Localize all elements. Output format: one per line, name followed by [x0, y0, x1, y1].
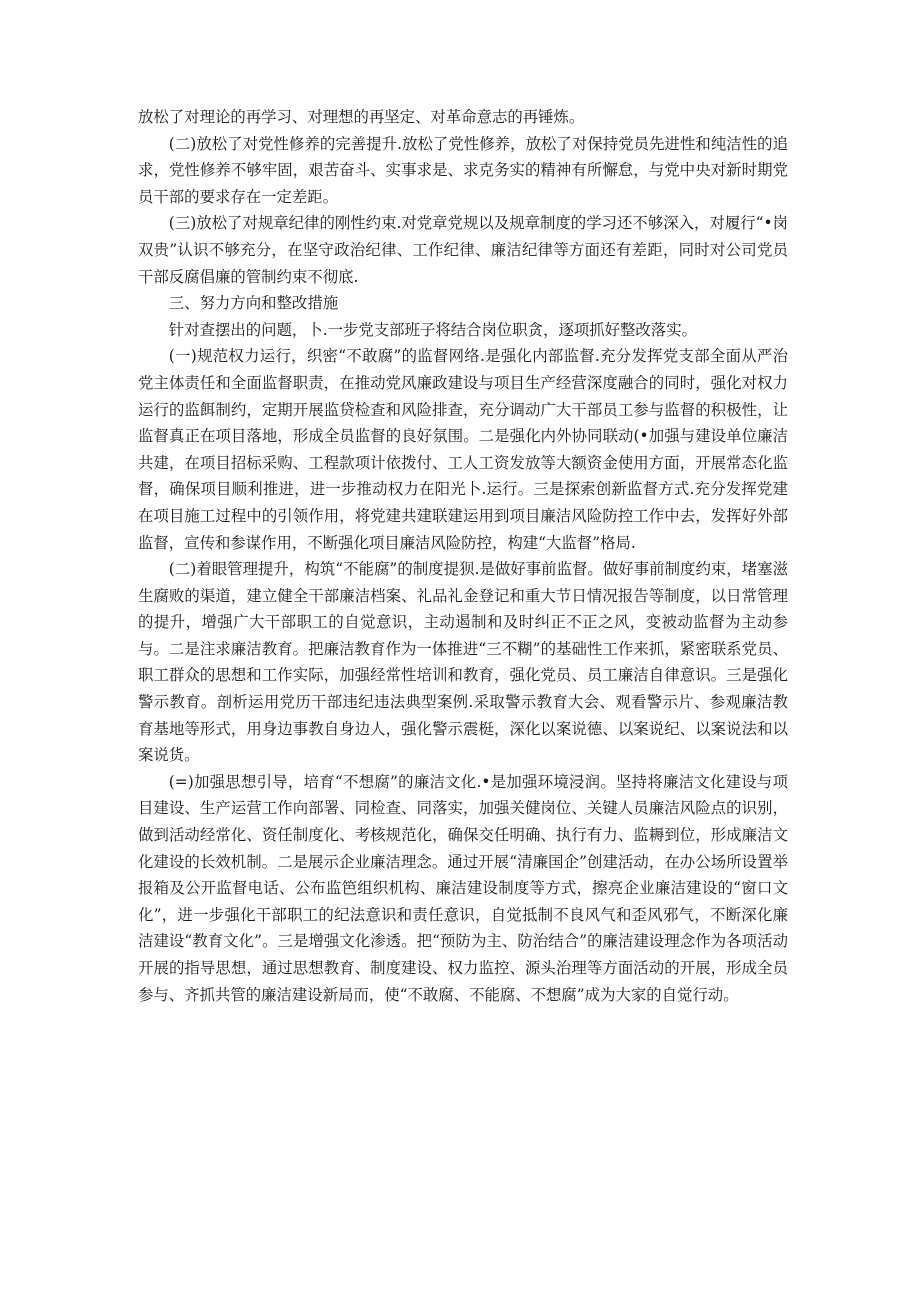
paragraph-section-2: (二)放松了对党性修养的完善提升.放松了党性修养，放松了对保持党员先进性和纯洁性的追求，党性修养不够牢固，艰苦奋斗、实事求是、求克务实的精神有所懈怠，与党中央对新时期党员干部的要求存在一定差距。 — [138, 134, 788, 206]
paragraph-continuation: 放松了对理论的再学习、对理想的再坚定、对革命意志的再锤炼。 — [138, 108, 585, 126]
paragraph-intro: 针对查摆出的问题，卜.一步党支部班子将结合岗位职贪，逐项抓好整改落实。 — [168, 320, 697, 339]
paragraph-measure-1: (一)规范权力运行，织密“不敢腐”的监督网络.是强化内部监督.充分发挥党支部全面从严治党主体责任和全面监督职责，在推动党风廉政建设与项目生产经营深度融合的同时，强化对权力运行的监餌制约，定期开展监贷检查和风险排查，充分调动广大干部员工参与监督的积极性，让监督真正在项目落地，形成全员监督的良好氛围。二是强化内外协同联动(•加强与建设单位廉洁共建，在项目招标采购、工程款项计依拨付、工人工资发放等大额资金使用方面，开展常态化监督，确保项目顺利推进，进一步推动权力在阳光卜.运行。三是探索创新监督方式.充分发挥党建在项目施工过程中的引领作用，将党建共建联建运用到项目廉洁风险防控工作中去，发挥好外部监督，宣传和参谋作用，不断强化项目廉洁风险防控，构建“大监督”格局. — [138, 347, 788, 552]
paragraph-measure-3: (=)加强思想引导，培育“不想腐”的廉洁文化.•是加强环境浸润。坚持将廉洁文化建设与项目建设、生产运营工作向部署、同检查、同落实，加强关健岗位、关键人员廉洁风险点的识别，做到活动经常化、资任制度化、考核规范化，确保交任明确、执行有力、监耨到位，形成廉洁文化建设的长效机制。二是展示企业廉洁理念。通过开展“清廉国企”创建活动，在办公场所设置举报箱及公开监督电话、公布监笆组织机构、廉洁建设制度等方式，擦亮企业廉洁建设的“窗口文化”，进一步强化干部职工的纪法意识和责任意识，自觉抵制不良风气和歪风邪气，不断深化廉洁建设“教育文化”。三是增强文化渗透。把“预防为主、防治结合”的廉洁建设理念作为各项活动开展的指导思想，通过思想教育、制度建设、权力监控、源头治理等方面活动的开展，形成全员参与、齐抓共管的廉洁建设新局而，使“不敢腐、不能腐、不想腐”成为大家的自觉行动。 — [138, 772, 788, 1004]
section-heading: 三、努力方向和整改措施 — [168, 294, 339, 313]
paragraph-measure-2: (二)着眼管理提升，构筑“不能腐”的制度提狈.是做好事前监督。做好事前制度约束，堵塞滋生腐败的渠道，建立健全干部廉洁档案、礼品礼金登记和重大节日情况报告等制度，以日常管理的提升，增强广大干部职工的自觉意识，主动遏制和及时纠正不正之风，变被动监督为主动参与。二是注求廉洁教育。把廉洁教育作为一体推进“三不糊”的基础性工作来抓，紧密联系党员、职工群众的思想和工作实际，加强经常性培训和教育，强化党员、员工廉洁自律意识。三是强化警示教育。剖析运用党历干部违纪违法典型案例.采取警示教育大会、观看警示片、参观廉洁教育基地等形式，用身边事教自身边人，强化警示震梃，深化以案说德、以案说纪、以案说法和以案说货。 — [138, 560, 788, 765]
paragraph-section-3: (三)放松了对规章纪律的刚性约束.对党章党规以及规章制度的学习还不够深入，对履行“•岗双贵”认识不够充分，在坚守政治纪律、工作纪律、廉洁纪律等方面还有差距，同时对公司党员干部反腐倡廉的管制约束不彻底. — [138, 214, 788, 286]
document-body — [138, 104, 788, 1008]
